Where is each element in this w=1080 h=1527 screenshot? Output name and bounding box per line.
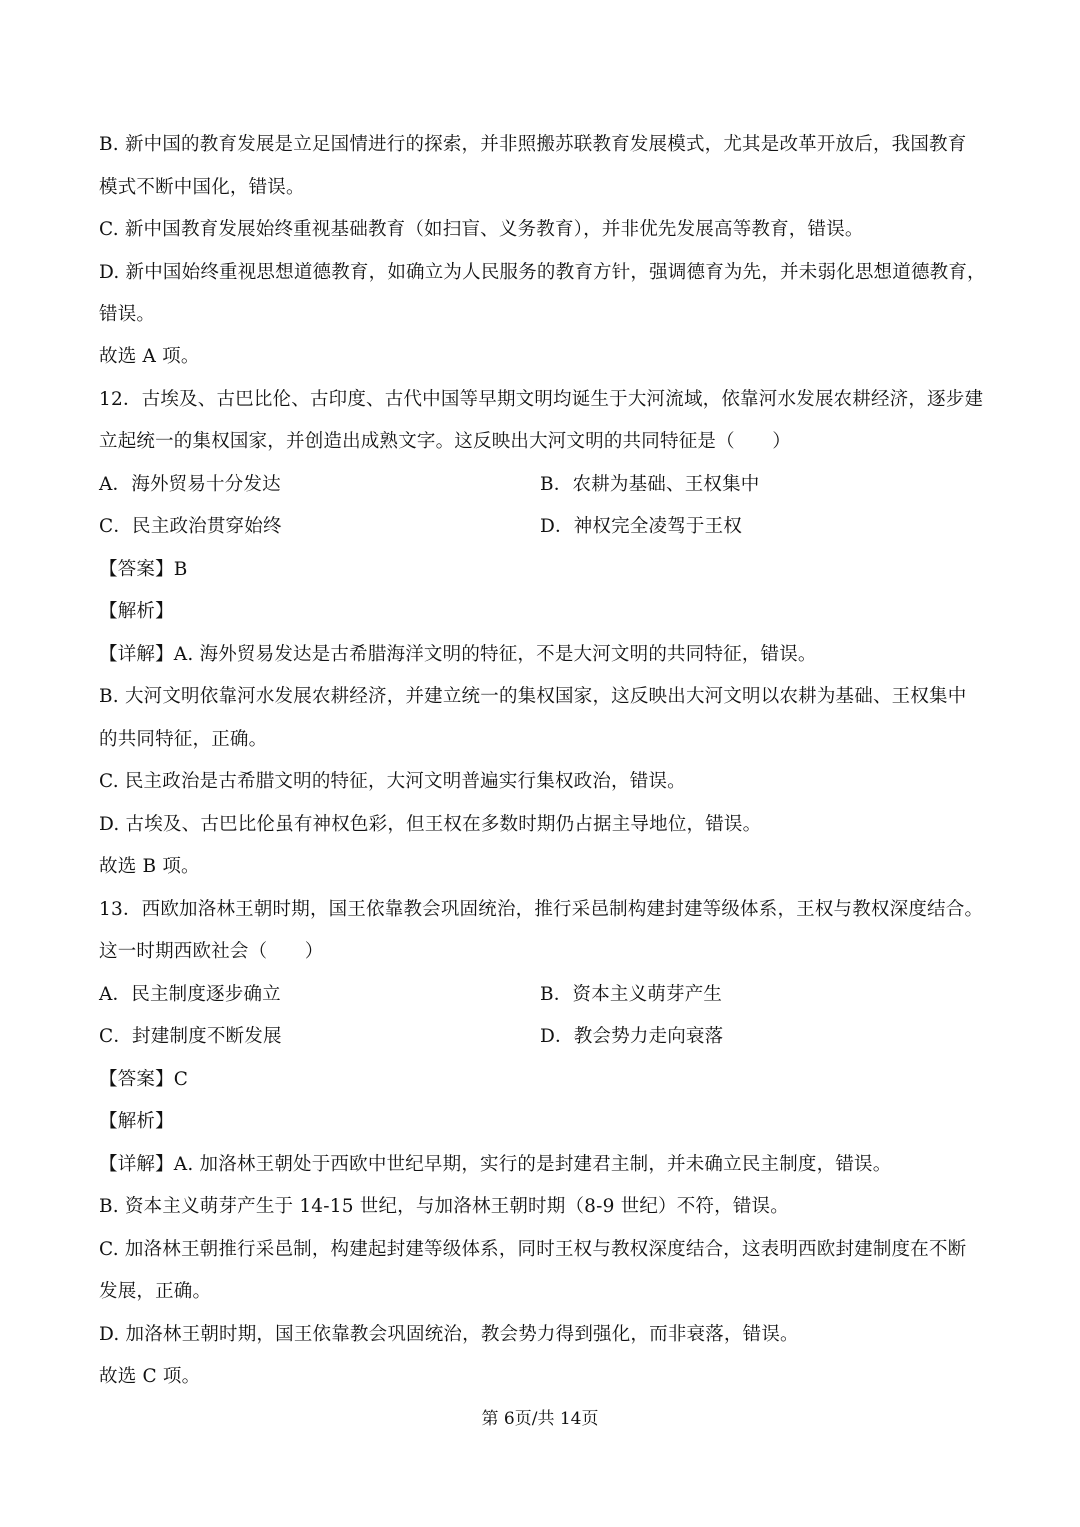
page-number: 第 6页/共 14页: [481, 1409, 599, 1429]
q13-stem-line2: 这一时期西欧社会（ ）: [99, 941, 324, 962]
q12-analysis-heading: 【解析】: [99, 601, 174, 622]
q12-stem-line2: 立起统一的集权国家，并创造出成熟文字。这反映出大河文明的共同特征是（ ）: [99, 431, 791, 452]
q11-conclusion: 故选 A 项。: [99, 346, 200, 367]
q12-detail-b-line2: 的共同特征，正确。: [99, 729, 268, 750]
q13-stem-line1: 13．西欧加洛林王朝时期，国王依靠教会巩固统治，推行采邑制构建封建等级体系，王权与教权深度结合。: [99, 899, 984, 920]
q12-option-a: A．海外贸易十分发达: [99, 474, 281, 495]
q12-detail-c: C. 民主政治是古希腊文明的特征，大河文明普遍实行集权政治，错误。: [99, 771, 686, 792]
q13-option-d: D．教会势力走向衰落: [540, 1026, 724, 1047]
q11-analysis-c: C. 新中国教育发展始终重视基础教育（如扫盲、义务教育），并非优先发展高等教育，错误。: [99, 219, 864, 240]
q12-option-c: C．民主政治贯穿始终: [99, 516, 282, 537]
q12-conclusion: 故选 B 项。: [99, 856, 200, 877]
q13-conclusion: 故选 C 项。: [99, 1366, 201, 1387]
q11-analysis-b-line2: 模式不断中国化，错误。: [99, 177, 305, 198]
q13-detail-b: B. 资本主义萌芽产生于 14-15 世纪，与加洛林王朝时期（8-9 世纪）不符，错误。: [99, 1196, 789, 1217]
q13-analysis-heading: 【解析】: [99, 1111, 174, 1132]
q13-detail-a: 【详解】A. 加洛林王朝处于西欧中世纪早期，实行的是封建君主制，并未确立民主制度，错误。: [99, 1154, 892, 1175]
q12-detail-d: D. 古埃及、古巴比伦虽有神权色彩，但王权在多数时期仍占据主导地位，错误。: [99, 814, 762, 835]
q11-analysis-b-line1: B. 新中国的教育发展是立足国情进行的探索，并非照搬苏联教育发展模式，尤其是改革开放后，我国教育: [99, 134, 967, 155]
q13-detail-c-line2: 发展，正确。: [99, 1281, 212, 1302]
q13-detail-d: D. 加洛林王朝时期，国王依靠教会巩固统治，教会势力得到强化，而非衰落，错误。: [99, 1324, 799, 1345]
q12-stem-line1: 12．古埃及、古巴比伦、古印度、古代中国等早期文明均诞生于大河流域，依靠河水发展农耕经济，逐步建: [99, 389, 984, 410]
q13-option-c: C．封建制度不断发展: [99, 1026, 282, 1047]
q13-answer: 【答案】C: [99, 1069, 189, 1090]
q11-analysis-d-line2: 错误。: [99, 304, 156, 325]
q13-option-b: B．资本主义萌芽产生: [540, 984, 723, 1005]
q12-option-b: B．农耕为基础、王权集中: [540, 474, 760, 495]
q13-detail-c-line1: C. 加洛林王朝推行采邑制，构建起封建等级体系，同时王权与教权深度结合，这表明西欧封建制度在不断: [99, 1239, 967, 1260]
q12-option-d: D．神权完全凌驾于王权: [540, 516, 743, 537]
q12-detail-a: 【详解】A. 海外贸易发达是古希腊海洋文明的特征，不是大河文明的共同特征，错误。: [99, 644, 817, 665]
q13-option-a: A．民主制度逐步确立: [99, 984, 281, 1005]
q12-detail-b-line1: B. 大河文明依靠河水发展农耕经济，并建立统一的集权国家，这反映出大河文明以农耕为基础、王权集中: [99, 686, 967, 707]
q11-analysis-d-line1: D. 新中国始终重视思想道德教育，如确立为人民服务的教育方针，强调德育为先，并未弱化思想道德教育，: [99, 262, 986, 283]
q12-answer: 【答案】B: [99, 559, 188, 580]
